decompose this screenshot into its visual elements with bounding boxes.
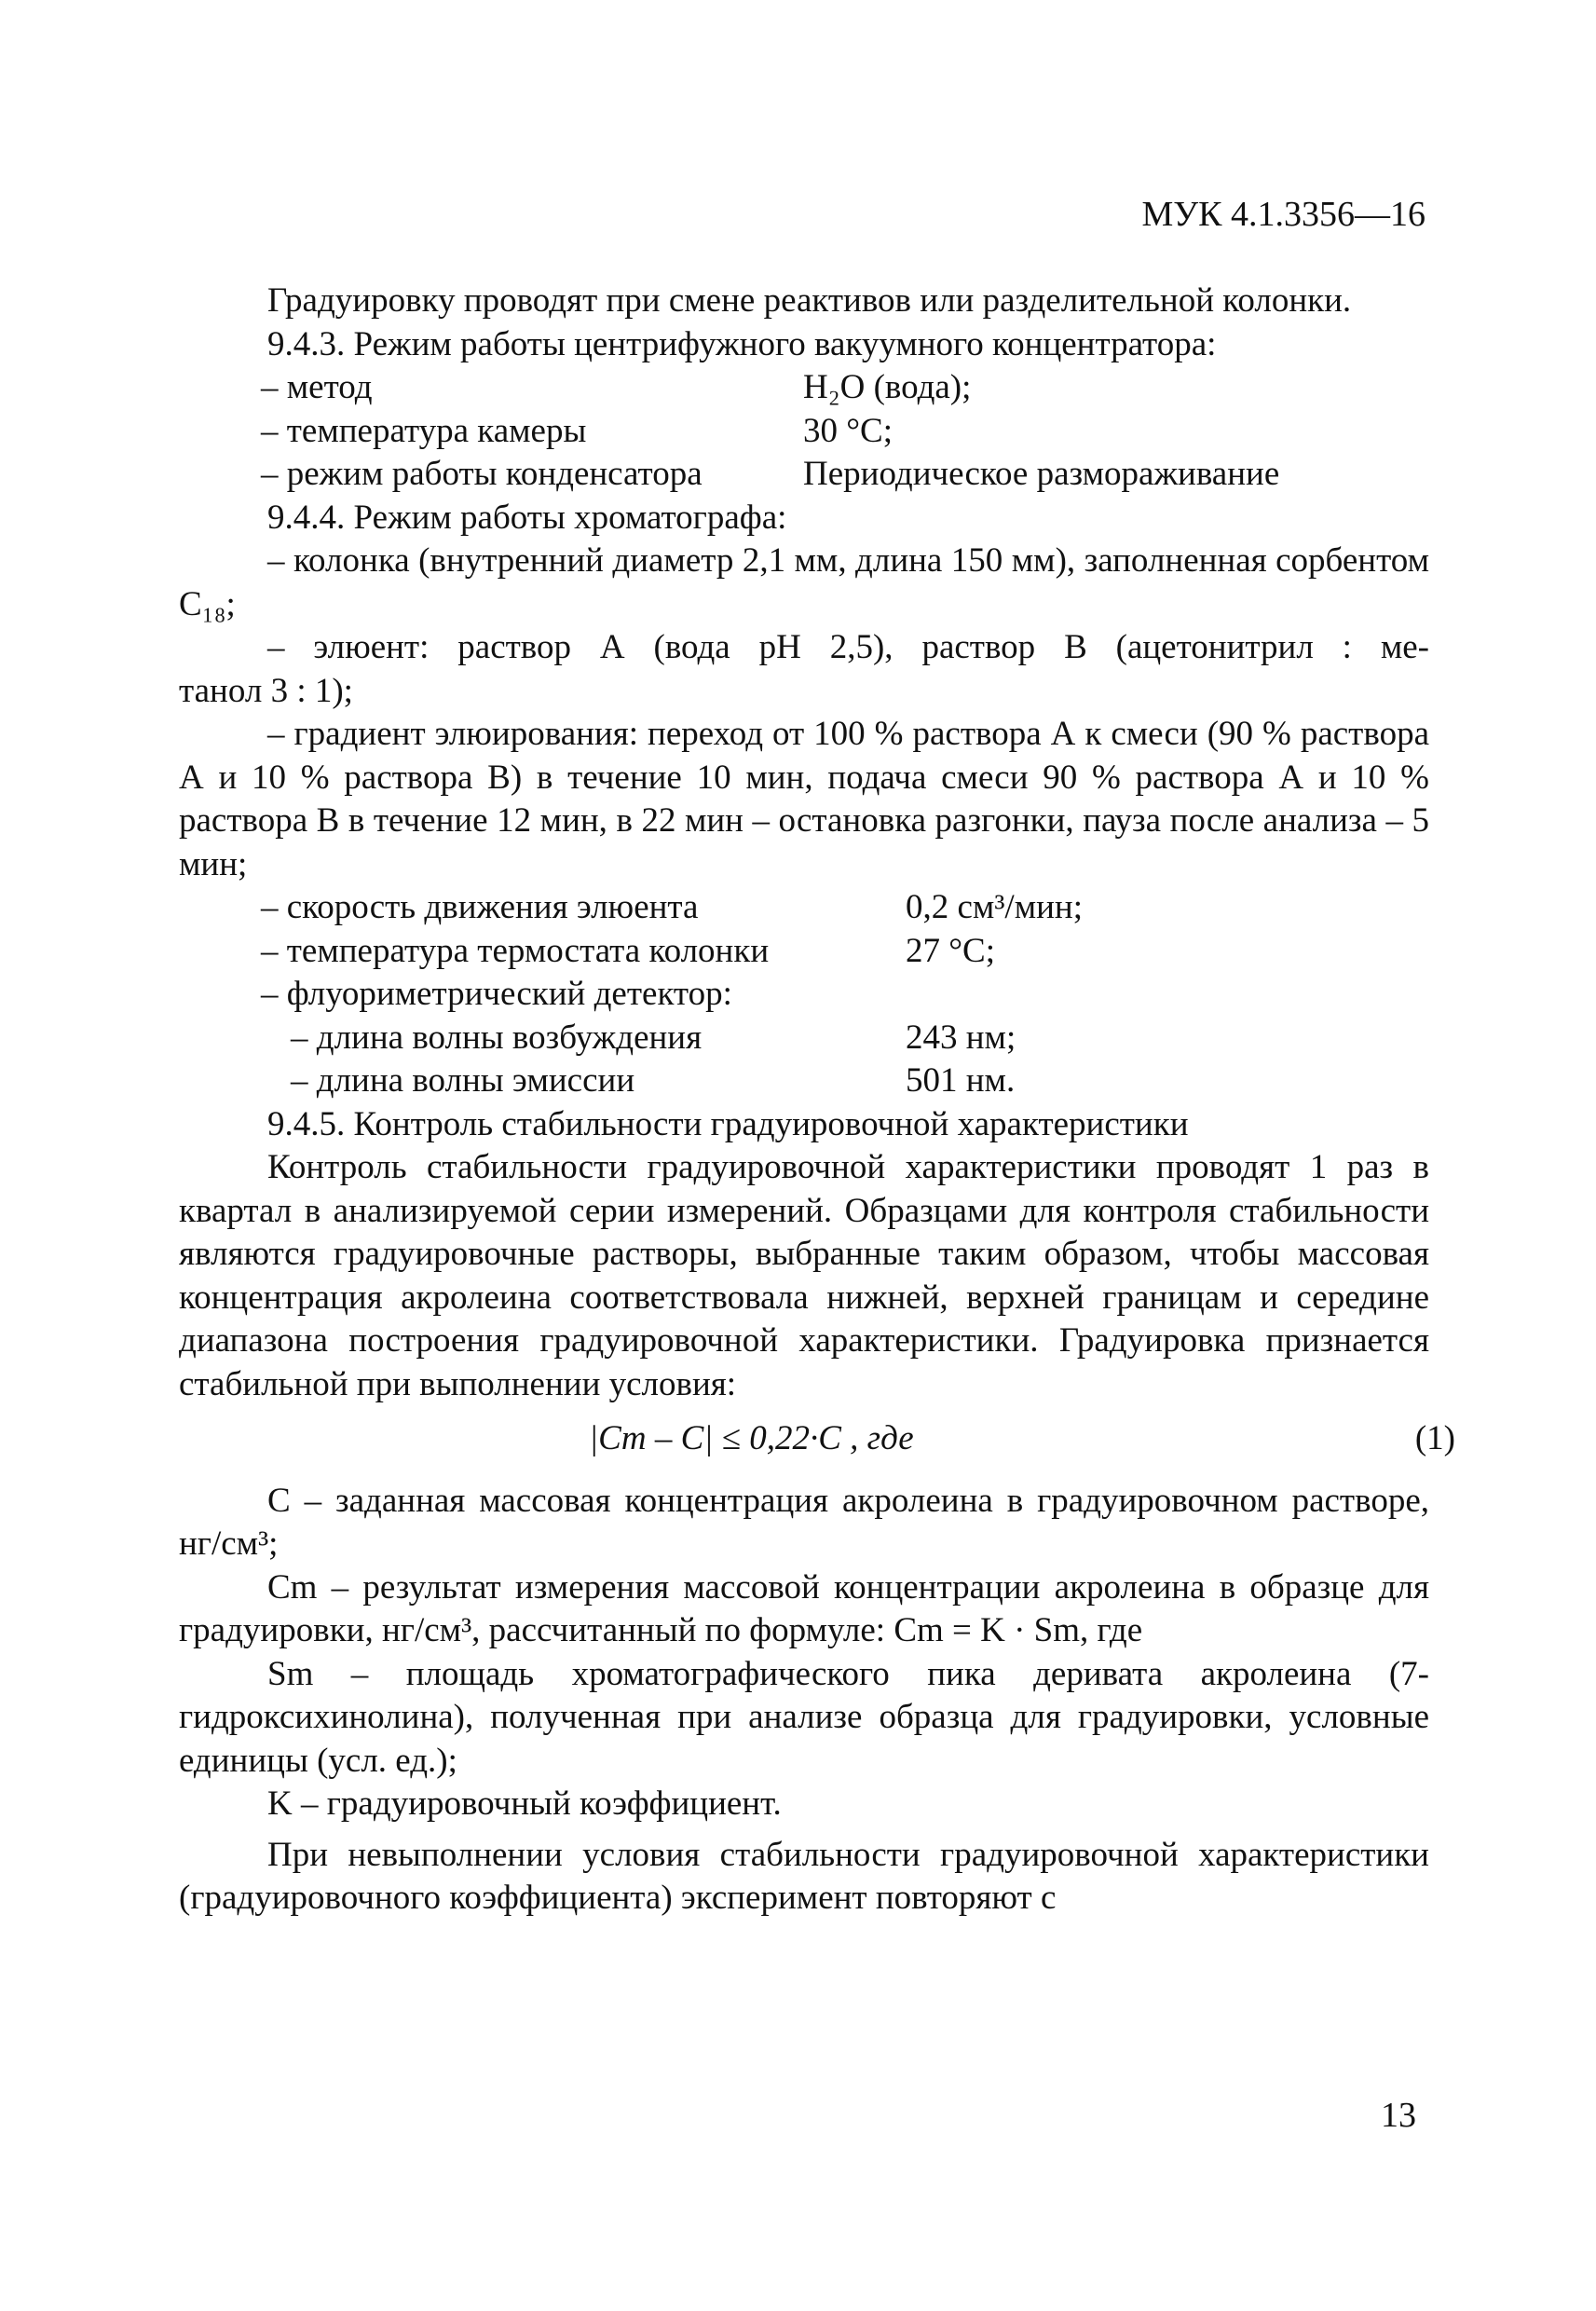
detector-row-emission — [179, 1060, 1429, 1103]
section-9-4-5-title: 9.4.5. Контроль стабильности градуировочной характеристики — [267, 1104, 1189, 1143]
section-9-4-4-title: 9.4.4. Режим работы хроматографа: — [267, 498, 787, 537]
gradient-paragraph: – градиент элюирования: переход от 100 % раствора А к смеси (90 % раствора А и 10 % раствора В) в течение 10 мин, подача смеси 90 % раствора А и 10 % раствора В в течение 12 мин, в 22 мин – остановка разгонки, пауза после анализа – 5 мин; — [179, 715, 1429, 883]
formula-expression: |Cm – C| ≤ 0,22·C , где — [589, 1419, 914, 1457]
row-label: – скорость движения элюента — [261, 888, 699, 926]
eluent-line-1: – элюент: раствор А (вода рН 2,5), раствор В (ацетонитрил : ме- — [267, 628, 1429, 666]
body-text — [179, 280, 1455, 1921]
concentrator-row-condenser — [179, 453, 1429, 497]
definition-k: K – градуировочный коэффициент. — [267, 1785, 782, 1823]
row-label: – температура термостата колонки — [261, 931, 770, 970]
row-label: – длина волны эмиссии — [291, 1061, 635, 1100]
definition-sm: Sm – площадь хроматографического пика деривата акролеина (7-гидроксихинолина), полученная при анализе образца для градуировки, условные единицы (усл. ед.); — [179, 1654, 1429, 1780]
concentrator-row-method — [179, 366, 1429, 410]
stability-formula — [179, 1417, 1455, 1461]
row-value: 30 °С; — [803, 411, 893, 450]
row-value: 0,2 см³/мин; — [906, 888, 1084, 926]
stability-paragraph: Контроль стабильности градуировочной характеристики проводят 1 раз в квартал в анализируемой серии измерений. Образцами для контроля стабильности являются градуировочные растворы, выбранные таким образом, чтобы массовая концентрация акролеина соответствовала нижней, верхней границам и середине диапазона построения градуировочной характеристики. Градуировка признается стабильной при выполнении условия: — [179, 1148, 1429, 1403]
page-number: 13 — [1381, 2096, 1416, 2135]
row-label: – флуориметрический детектор: — [261, 975, 732, 1013]
row-value: 243 нм; — [906, 1018, 1016, 1057]
column-paragraph: – колонка (внутренний диаметр 2,1 мм, длина 150 мм), заполненная сорбентом C₁₈; — [179, 541, 1429, 623]
row-label: – режим работы конденсатора — [261, 455, 703, 493]
row-value: Периодическое размораживание — [803, 455, 1280, 493]
eluent-line-2: танол 3 : 1); — [179, 671, 353, 710]
row-value: 27 °С; — [906, 931, 996, 970]
chrom-row-flow — [179, 886, 1429, 930]
row-value: H₂O (вода); — [803, 368, 972, 406]
row-label: – длина волны возбуждения — [291, 1018, 703, 1057]
row-value: 501 нм. — [906, 1061, 1016, 1100]
final-paragraph: При невыполнении условия стабильности градуировочной характеристики (градуировочного коэффициента) эксперимент повторяют с — [179, 1835, 1429, 1917]
definition-cm: Cm – результат измерения массовой концентрации акролеина в образце для градуировки, нг/см³, рассчитанный по формуле: Cm = K · Sm, где — [179, 1567, 1429, 1649]
section-9-4-3-title: 9.4.3. Режим работы центрифужного вакуумного концентратора: — [267, 324, 1217, 363]
chrom-row-detector — [179, 973, 1429, 1017]
chrom-row-thermostat — [179, 930, 1429, 974]
definition-c: C – заданная массовая концентрация акролеина в градуировочном растворе, нг/см³; — [179, 1481, 1429, 1563]
detector-row-excitation — [179, 1017, 1429, 1060]
row-label: – метод — [261, 368, 373, 406]
row-label: – температура камеры — [261, 411, 587, 450]
concentrator-row-temperature — [179, 410, 1429, 454]
formula-number: (1) — [1414, 1419, 1455, 1457]
document-code-header: МУК 4.1.3356—16 — [1141, 195, 1425, 234]
intro-paragraph: Градуировку проводят при смене реактивов или разделительной колонки. — [267, 281, 1352, 320]
